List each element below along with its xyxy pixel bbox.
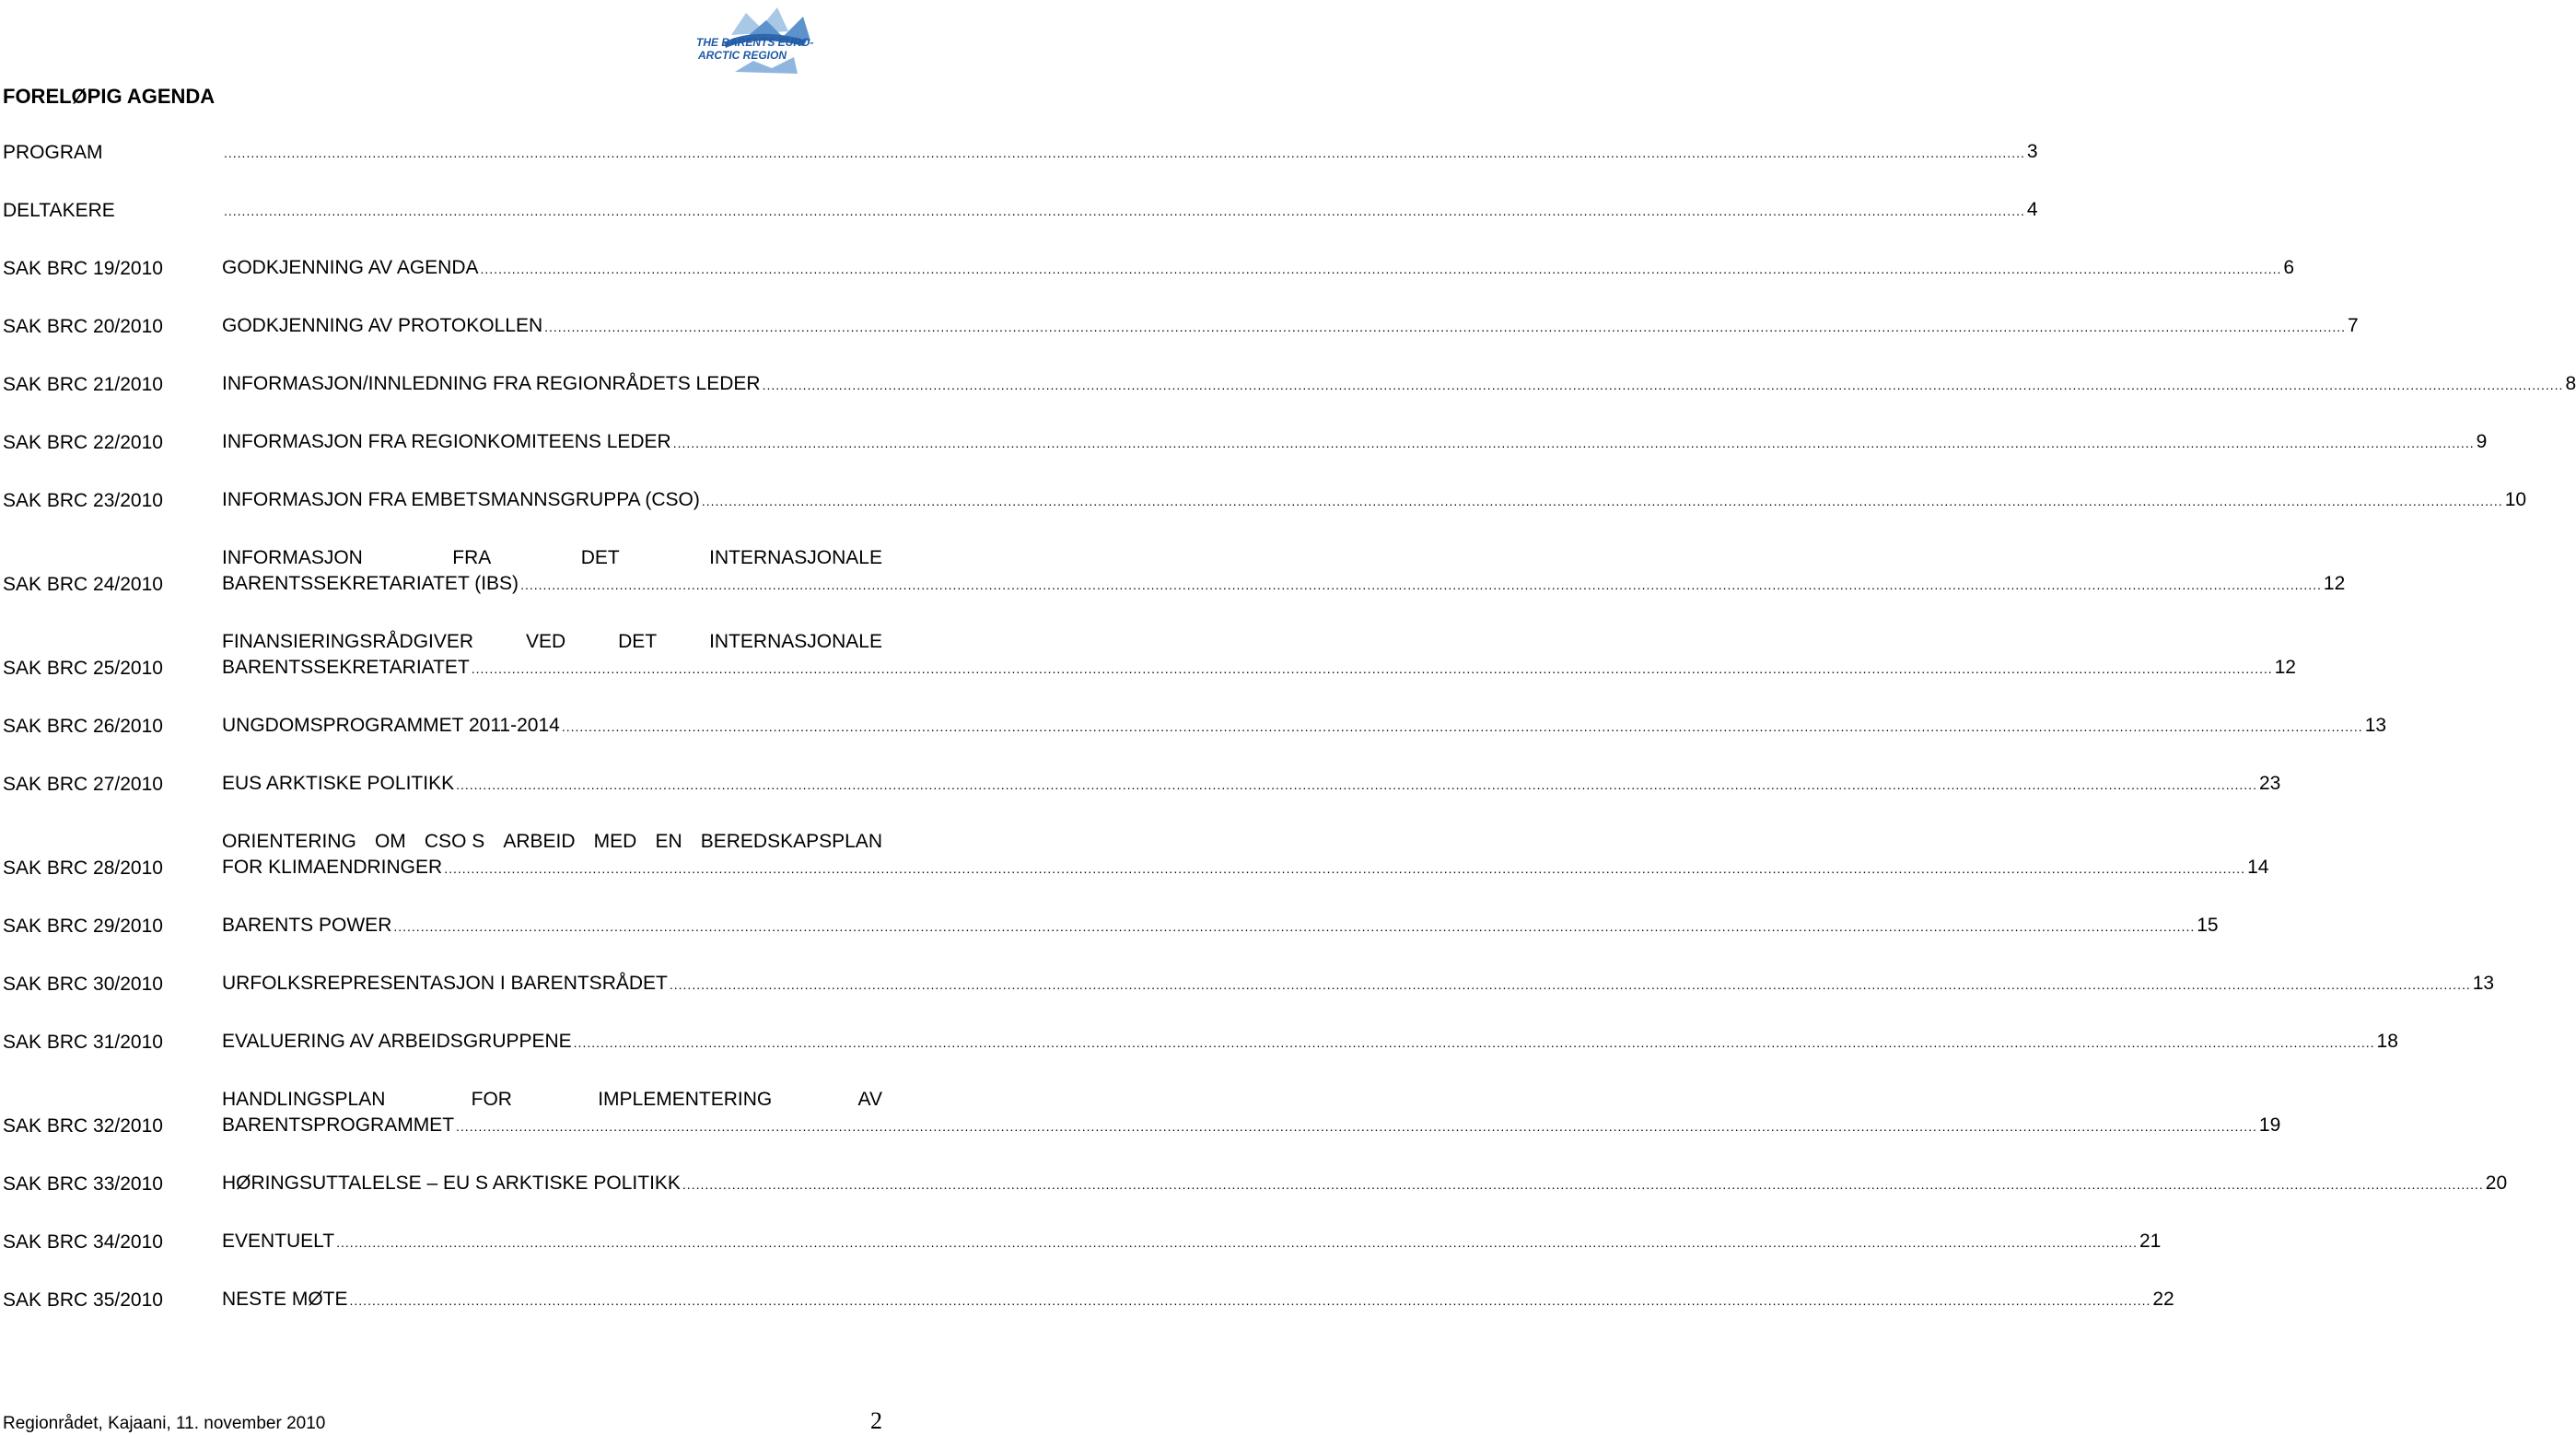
- toc-entry-code: SAK BRC 27/2010: [3, 774, 163, 795]
- toc-entry: [3, 1172, 2508, 1197]
- toc-entry-code: PROGRAM: [3, 142, 103, 163]
- toc-entry-code: SAK BRC 19/2010: [3, 258, 163, 279]
- toc-entry-title-word: ARBEID: [503, 831, 576, 852]
- toc-entry-title-word: INFORMASJON: [222, 547, 363, 568]
- footer-text: Regionrådet, Kajaani, 11. november 2010: [3, 1414, 326, 1433]
- toc-entry-code: SAK BRC 32/2010: [3, 1115, 163, 1137]
- toc-entry-page: 13: [2364, 715, 2387, 736]
- toc-entry-title: EUS ARKTISKE POLITIKK: [222, 773, 455, 794]
- toc-entry-title-word: BEREDSKAPSPLAN: [700, 831, 882, 852]
- toc-entry-code: SAK BRC 21/2010: [3, 374, 163, 395]
- toc-dot-leader: ................................................................................................................................................................................................................................................................................................................................................................................................................: [701, 494, 2503, 508]
- toc-entry-page: 10: [2504, 489, 2527, 510]
- toc-entry: [3, 714, 2387, 740]
- toc-entry-page: 22: [2152, 1289, 2174, 1310]
- toc-entry-title-line: [222, 1171, 2508, 1197]
- toc-entry-code: SAK BRC 31/2010: [3, 1032, 163, 1053]
- toc-entry-title-line: [222, 313, 2359, 340]
- toc-entry: [3, 488, 2527, 514]
- toc-entry-body: [222, 1087, 2281, 1139]
- toc-entry: [3, 972, 2495, 998]
- toc-entry-body: [222, 1229, 2162, 1255]
- toc-entry-title: UNGDOMSPROGRAMMET 2011-2014: [222, 715, 560, 736]
- toc-entry-body: [222, 139, 2038, 166]
- toc-entry-page: 15: [2197, 915, 2219, 936]
- toc-entry-page: 6: [2283, 257, 2295, 278]
- toc-entry-title-word: MED: [593, 831, 637, 852]
- toc-entry-title: URFOLKSREPRESENTASJON I BARENTSRÅDET: [222, 973, 668, 994]
- toc-entry: [3, 1030, 2398, 1056]
- toc-entry-body: [222, 487, 2527, 514]
- toc-dot-leader: ................................................................................................................................................................................................................................................................................................................................................................................................................: [762, 378, 2564, 392]
- table-of-contents: [3, 140, 2576, 1346]
- toc-entry-page: 4: [2026, 199, 2038, 220]
- toc-dot-leader: ................................................................................................................................................................................................................................................................................................................................................................................................................: [573, 1035, 2375, 1050]
- toc-entry-page: 9: [2476, 431, 2488, 452]
- toc-dot-leader: ................................................................................................................................................................................................................................................................................................................................................................................................................: [471, 661, 2273, 676]
- toc-entry-code: SAK BRC 30/2010: [3, 974, 163, 995]
- toc-entry-body: [222, 313, 2359, 340]
- toc-entry-title-word: ORIENTERING: [222, 831, 356, 852]
- toc-entry-page: 7: [2348, 315, 2359, 336]
- toc-dot-leader: ................................................................................................................................................................................................................................................................................................................................................................................................................: [544, 320, 2346, 334]
- toc-entry-code: SAK BRC 29/2010: [3, 916, 163, 937]
- toc-entry-page: 18: [2376, 1031, 2398, 1052]
- toc-entry-body: [222, 771, 2281, 798]
- toc-dot-leader: ................................................................................................................................................................................................................................................................................................................................................................................................................: [669, 977, 2471, 992]
- toc-dot-leader: ................................................................................................................................................................................................................................................................................................................................................................................................................: [561, 719, 2363, 734]
- toc-entry-code: SAK BRC 34/2010: [3, 1231, 163, 1253]
- toc-entry-page: 20: [2485, 1172, 2508, 1194]
- toc-entry-title-word: INTERNASJONALE: [709, 547, 882, 568]
- toc-entry-page: 12: [2323, 573, 2346, 594]
- toc-entry-title-word: IMPLEMENTERING: [598, 1089, 773, 1110]
- toc-entry-title-word: FRA: [452, 547, 492, 568]
- toc-entry-title: INFORMASJON/INNLEDNING FRA REGIONRÅDETS LEDER: [222, 373, 761, 394]
- toc-entry-title-line: [222, 371, 2576, 398]
- toc-dot-leader: ................................................................................................................................................................................................................................................................................................................................................................................................................: [224, 146, 2025, 160]
- toc-entry-title: BARENTS POWER: [222, 915, 392, 936]
- toc-entry-code: SAK BRC 26/2010: [3, 716, 163, 737]
- toc-entry: [3, 1088, 2281, 1139]
- toc-entry: [3, 198, 2038, 224]
- toc-entry-title-line: [222, 429, 2488, 456]
- toc-entry-title-word: CSO S: [424, 831, 485, 852]
- toc-entry-title-line: [222, 771, 2281, 798]
- toc-entry-title: INFORMASJON FRA EMBETSMANNSGRUPPA (CSO): [222, 489, 700, 510]
- toc-entry-title-line1: [222, 545, 882, 571]
- toc-entry-page: 14: [2247, 857, 2269, 878]
- toc-entry-title-line1: [222, 829, 882, 855]
- toc-dot-leader: ................................................................................................................................................................................................................................................................................................................................................................................................................: [224, 204, 2025, 218]
- toc-entry: [3, 256, 2295, 282]
- footer-page-number: 2: [870, 1407, 882, 1434]
- toc-entry-body: [222, 913, 2219, 939]
- toc-entry: [3, 914, 2219, 939]
- toc-entry-body: [222, 545, 2346, 598]
- toc-entry-title-line1: [222, 629, 882, 655]
- toc-entry-title-line: [222, 1287, 2174, 1313]
- toc-entry-code: SAK BRC 24/2010: [3, 574, 163, 595]
- toc-entry: [3, 314, 2359, 340]
- toc-entry-page: 12: [2274, 657, 2296, 678]
- toc-entry-body: [222, 829, 2269, 881]
- toc-entry-title: HØRINGSUTTALELSE – EU S ARKTISKE POLITIKK: [222, 1172, 681, 1194]
- toc-entry-title-line: [222, 1029, 2398, 1056]
- toc-entry-title: BARENTSSEKRETARIATET (IBS): [222, 573, 519, 594]
- toc-entry-page: 23: [2258, 773, 2281, 794]
- toc-entry: [3, 1230, 2162, 1255]
- toc-entry: [3, 372, 2576, 398]
- toc-entry-body: [222, 255, 2295, 282]
- toc-entry-body: [222, 971, 2495, 998]
- toc-entry-title: NESTE MØTE: [222, 1289, 348, 1310]
- toc-entry-title-word: HANDLINGSPLAN: [222, 1089, 386, 1110]
- toc-entry-page: 13: [2472, 973, 2495, 994]
- toc-entry-code: SAK BRC 20/2010: [3, 316, 163, 337]
- toc-dot-leader: ................................................................................................................................................................................................................................................................................................................................................................................................................: [480, 262, 2282, 276]
- toc-entry-page: 19: [2258, 1114, 2281, 1136]
- svg-text:ARCTIC REGION: ARCTIC REGION: [698, 49, 787, 62]
- toc-entry: [3, 772, 2281, 798]
- toc-dot-leader: ................................................................................................................................................................................................................................................................................................................................................................................................................: [672, 436, 2475, 450]
- toc-entry-code: SAK BRC 23/2010: [3, 490, 163, 511]
- toc-dot-leader: ................................................................................................................................................................................................................................................................................................................................................................................................................: [682, 1177, 2484, 1192]
- toc-entry: [3, 430, 2488, 456]
- toc-entry-page: 21: [2139, 1231, 2162, 1252]
- toc-dot-leader: ................................................................................................................................................................................................................................................................................................................................................................................................................: [456, 1119, 2257, 1134]
- toc-dot-leader: ................................................................................................................................................................................................................................................................................................................................................................................................................: [520, 578, 2322, 592]
- toc-entry-title-line: [222, 1229, 2162, 1255]
- toc-entry-title-word: FINANSIERINGSRÅDGIVER: [222, 631, 474, 652]
- toc-dot-leader: ................................................................................................................................................................................................................................................................................................................................................................................................................: [456, 777, 2257, 792]
- toc-entry-title-line: [222, 255, 2295, 282]
- toc-entry-body: [222, 629, 2296, 682]
- toc-entry-title: EVALUERING AV ARBEIDSGRUPPENE: [222, 1031, 572, 1052]
- toc-entry-title-line: [222, 139, 2038, 166]
- toc-entry-body: [222, 1029, 2398, 1056]
- toc-entry-page: 8: [2565, 373, 2576, 394]
- toc-entry-code: DELTAKERE: [3, 200, 115, 221]
- toc-dot-leader: ................................................................................................................................................................................................................................................................................................................................................................................................................: [393, 919, 2196, 934]
- toc-entry-title-word: AV: [857, 1089, 882, 1110]
- toc-entry-title-line: [222, 197, 2038, 224]
- toc-entry-title: EVENTUELT: [222, 1231, 335, 1252]
- toc-entry-title: BARENTSPROGRAMMET: [222, 1114, 455, 1136]
- toc-entry: [3, 140, 2038, 166]
- toc-entry-title-line: [222, 487, 2527, 514]
- toc-entry-body: [222, 197, 2038, 224]
- toc-entry-title: FOR KLIMAENDRINGER: [222, 857, 443, 878]
- toc-entry-title-word: VED: [526, 631, 566, 652]
- toc-dot-leader: ................................................................................................................................................................................................................................................................................................................................................................................................................: [349, 1293, 2151, 1308]
- toc-entry-title-line: [222, 971, 2495, 998]
- toc-entry-title-word: EN: [655, 831, 682, 852]
- toc-entry-body: [222, 1287, 2174, 1313]
- toc-entry-title-line1: [222, 1087, 882, 1113]
- page-footer: [3, 1407, 882, 1435]
- toc-entry-code: SAK BRC 22/2010: [3, 432, 163, 453]
- toc-entry-body: [222, 1171, 2508, 1197]
- toc-entry-title: BARENTSSEKRETARIATET: [222, 657, 470, 678]
- toc-entry: [3, 630, 2296, 682]
- barents-euro-arctic-region-logo: [689, 4, 827, 79]
- toc-entry-title: INFORMASJON FRA REGIONKOMITEENS LEDER: [222, 431, 671, 452]
- toc-entry-code: SAK BRC 25/2010: [3, 658, 163, 679]
- toc-dot-leader: ................................................................................................................................................................................................................................................................................................................................................................................................................: [336, 1235, 2138, 1250]
- toc-entry-code: SAK BRC 28/2010: [3, 858, 163, 879]
- toc-entry-page: 3: [2026, 141, 2038, 162]
- toc-entry-body: [222, 371, 2576, 398]
- toc-entry-title-word: DET: [618, 631, 658, 652]
- toc-entry-title-line: [222, 913, 2219, 939]
- toc-entry-title-line: [222, 713, 2387, 740]
- toc-entry-title: GODKJENNING AV AGENDA: [222, 257, 479, 278]
- toc-entry-title-line: [222, 571, 2346, 598]
- toc-entry: [3, 546, 2346, 598]
- toc-entry-title-line: [222, 1113, 2281, 1139]
- toc-entry: [3, 830, 2269, 881]
- svg-text:THE BARENTS EURO-: THE BARENTS EURO-: [696, 36, 814, 49]
- toc-entry-title: GODKJENNING AV PROTOKOLLEN: [222, 315, 543, 336]
- toc-entry-body: [222, 713, 2387, 740]
- toc-dot-leader: ................................................................................................................................................................................................................................................................................................................................................................................................................: [444, 861, 2246, 876]
- toc-entry-title-line: [222, 655, 2296, 682]
- toc-entry-title-word: FOR: [471, 1089, 512, 1110]
- toc-entry-title-word: DET: [580, 547, 620, 568]
- toc-entry: [3, 1288, 2174, 1313]
- toc-entry-title-word: INTERNASJONALE: [709, 631, 882, 652]
- toc-entry-title-line: [222, 855, 2269, 881]
- toc-entry-code: SAK BRC 35/2010: [3, 1289, 163, 1311]
- document-title: FORELØPIG AGENDA: [3, 85, 216, 108]
- toc-entry-code: SAK BRC 33/2010: [3, 1173, 163, 1195]
- toc-entry-body: [222, 429, 2488, 456]
- toc-entry-title-word: OM: [374, 831, 406, 852]
